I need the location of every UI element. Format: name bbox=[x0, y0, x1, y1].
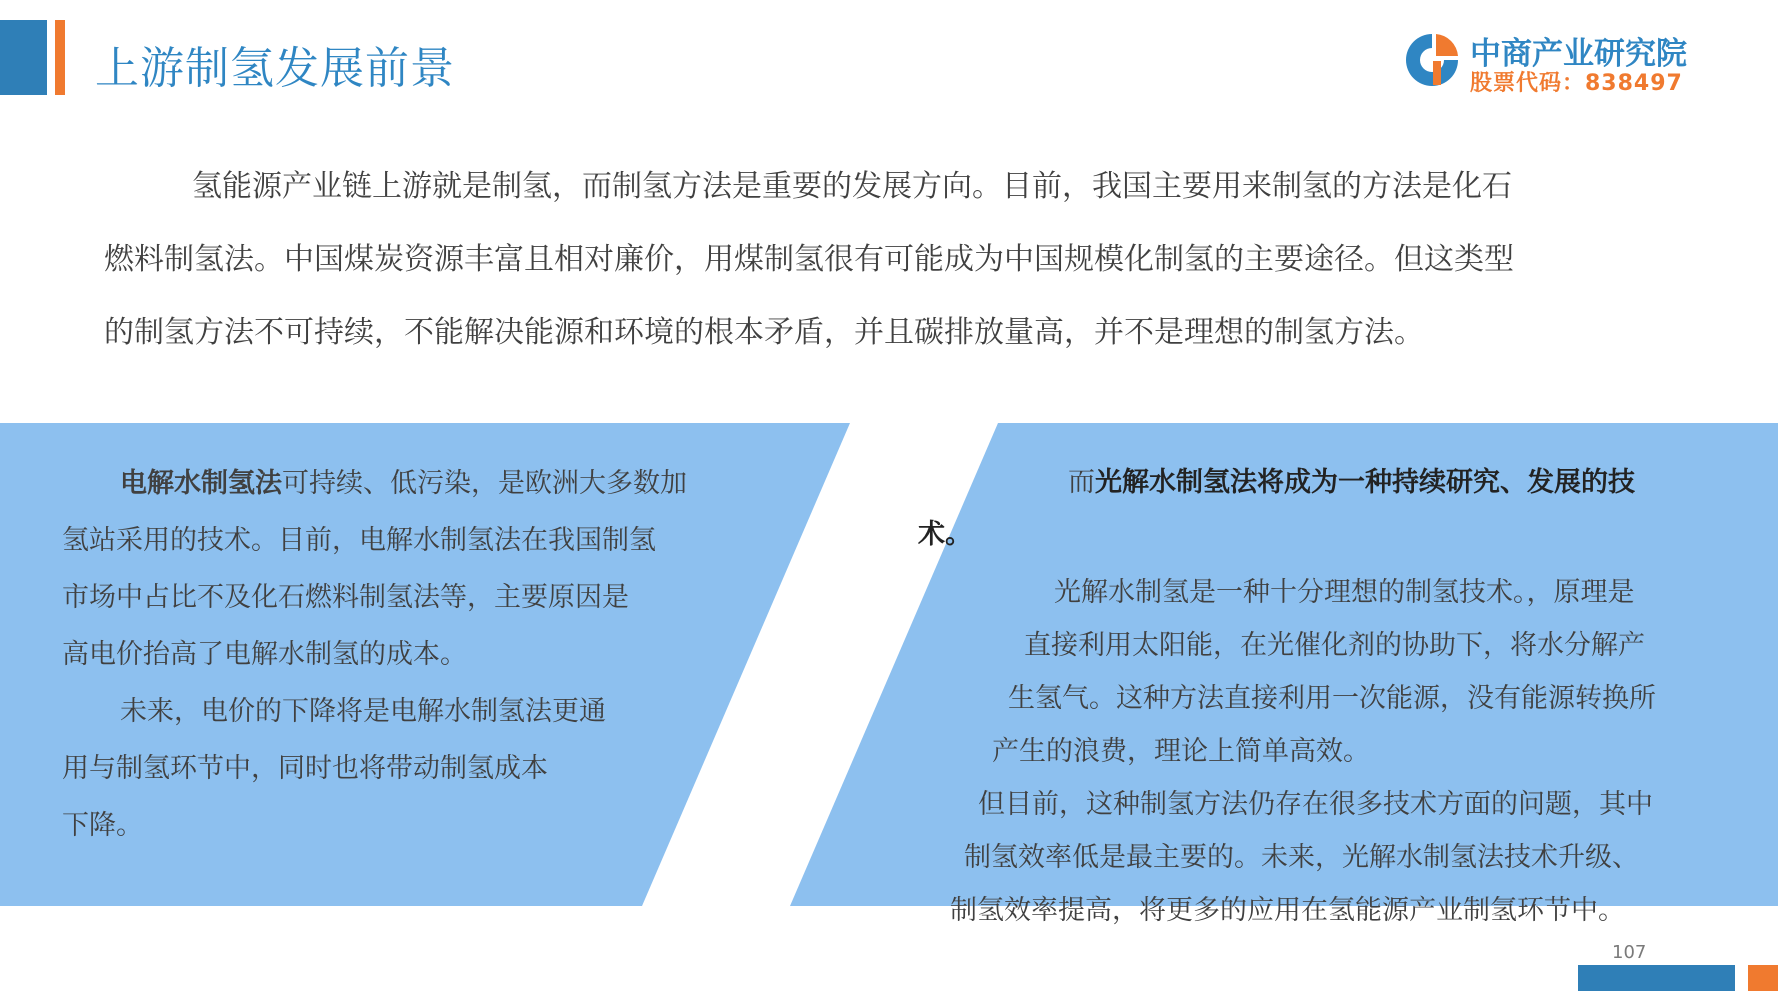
page-number: 107 bbox=[1612, 942, 1647, 963]
intro-line: 燃料制氢法。中国煤炭资源丰富且相对廉价，用煤制氢很有可能成为中国规模化制氢的主要途径。但这类型 bbox=[104, 242, 1514, 277]
right-panel-line: 生氢气。这种方法直接利用一次能源，没有能源转换所 bbox=[1008, 683, 1656, 714]
left-panel-line: 下降。 bbox=[62, 810, 143, 841]
left-panel-line: 氢站采用的技术。目前，电解水制氢法在我国制氢 bbox=[62, 525, 656, 556]
left-panel-text bbox=[62, 455, 782, 854]
right-panel-line: 产生的浪费，理论上简单高效。 bbox=[992, 736, 1370, 767]
right-panel-line: 直接利用太阳能，在光催化剂的协助下，将水分解产 bbox=[1024, 630, 1645, 661]
logo-company-name: 中商产业研究院 bbox=[1470, 36, 1687, 72]
right-panel-line: 光解水制氢是一种十分理想的制氢技术。，原理是 bbox=[1054, 577, 1635, 608]
logo-stock-code: 股票代码：838497 bbox=[1470, 71, 1683, 96]
left-panel-line: 高电价抬高了电解水制氢的成本。 bbox=[62, 639, 467, 670]
left-panel-line: 未来，电价的下降将是电解水制氢法更通 bbox=[120, 696, 606, 727]
right-panel-line: 但目前，这种制氢方法仍存在很多技术方面的问题，其中 bbox=[978, 789, 1653, 820]
right-panel-lead-tail: 术。 bbox=[918, 519, 972, 550]
right-panel-lead: 而光解水制氢法将成为一种持续研究、发展的技 bbox=[1068, 467, 1635, 498]
page-title: 上游制氢发展前景 bbox=[95, 43, 455, 94]
right-panel-line: 制氢效率提高，将更多的应用在氢能源产业制氢环节中。 bbox=[950, 895, 1625, 926]
right-panel-line: 制氢效率低是最主要的。未来，光解水制氢法技术升级、 bbox=[964, 842, 1639, 873]
left-panel-line: 用与制氢环节中，同时也将带动制氢成本 bbox=[62, 753, 548, 784]
left-panel-line: 电解水制氢法可持续、低污染，是欧洲大多数加 bbox=[120, 468, 687, 499]
intro-line: 氢能源产业链上游就是制氢，而制氢方法是重要的发展方向。目前，我国主要用来制氢的方法是化石 bbox=[192, 169, 1512, 204]
left-panel-line: 市场中占比不及化石燃料制氢法等，主要原因是 bbox=[62, 582, 629, 613]
right-panel-bold-term: 光解水制氢法将成为一种持续研究、发展的技 bbox=[1095, 467, 1635, 498]
intro-line: 的制氢方法不可持续，不能解决能源和环境的根本矛盾，并且碳排放量高，并不是理想的制氢方法。 bbox=[104, 315, 1424, 350]
left-panel-bold-term: 电解水制氢法 bbox=[120, 468, 282, 499]
footer-accent-bar-orange bbox=[1748, 965, 1778, 991]
footer-accent-bar-blue bbox=[1578, 965, 1735, 991]
